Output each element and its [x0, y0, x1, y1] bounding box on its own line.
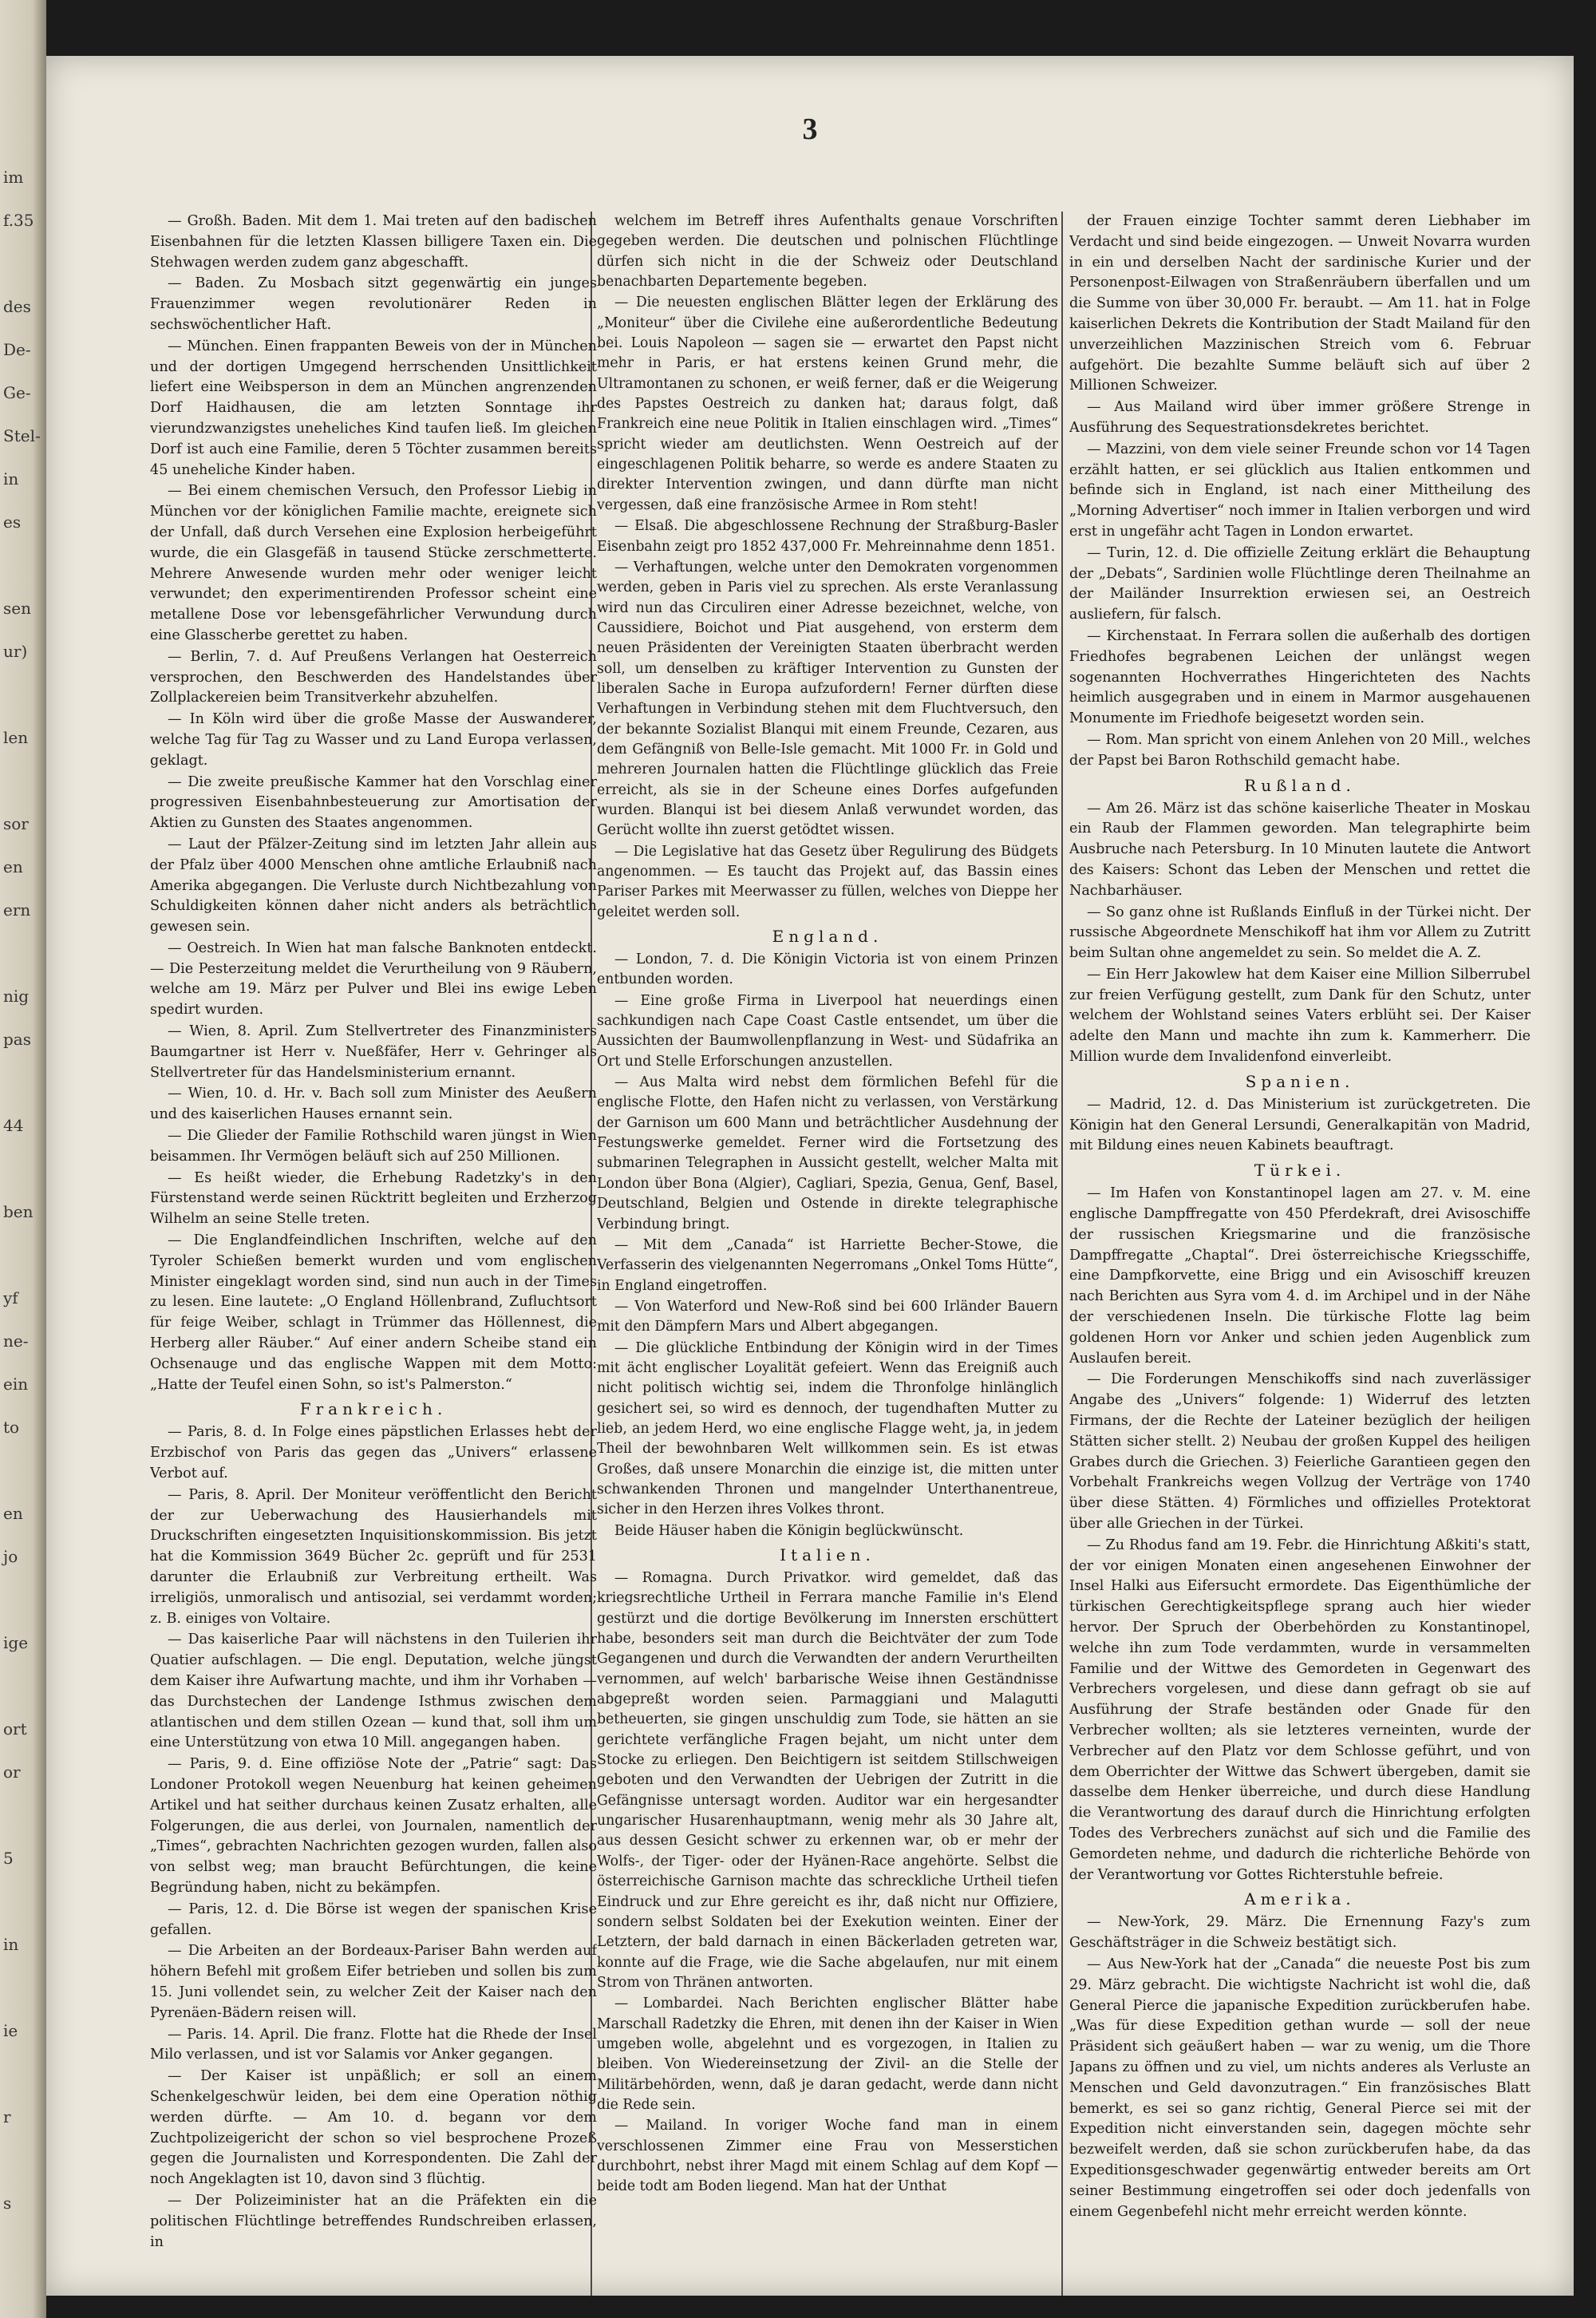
adjacent-page-edge — [0, 0, 46, 2318]
facing-page-fragment: ne- — [3, 1331, 29, 1351]
article-paragraph: — Die glückliche Entbindung der Königin wird in der Times mit ächt englischer Loyalität gefeiert. Wenn das Ereigniß auch nicht politisch wichtig sei, indem die Thronfolge hinlänglich gesichert sei, so wird es dennoch, der tugendhaften Mutter zu lieb, an jedem Herd, wo eine englische Flagge weht, ja, in jedem Theil der bewohnbaren Welt willkommen sein. Es ist etwas Großes, daß unsere Monarchin die einzige ist, die mitten unter schwankenden Thronen und mangelnder Unterthanentreue, sicher in den Herzen ihres Volkes thront. — [597, 1339, 1058, 1518]
article-paragraph: — Mailand. In voriger Woche fand man in einem verschlossenen Zimmer eine Frau von Messerstichen durchbohrt, nebst ihrer Magd mit einem Schlag auf dem Kopf — beide todt am Boden liegend. Man hat der Unthat — [597, 2118, 1058, 2195]
facing-page-fragment: ern — [3, 900, 31, 920]
article-paragraph: — Es heißt wieder, die Erhebung Radetzky's in den Fürstenstand werde seinen Rücktritt begleiten und Erzherzog Wilhelm an seine Stelle treten. — [150, 1169, 597, 1228]
facing-page-fragment: sen — [3, 599, 31, 618]
article-paragraph: — Laut der Pfälzer-Zeitung sind im letzten Jahr allein aus der Pfalz über 4000 Menschen ohne amtliche Erlaubniß nach Amerika abgegangen. Die Verluste durch Nichtbezahlung von Schuldigkeiten können daher nicht anders als beträchtlich gewesen sein. — [150, 836, 597, 936]
article-paragraph: — Das kaiserliche Paar will nächstens in den Tuilerien ihr Quatier aufschlagen. — Die engl. Deputation, welche jüngst dem Kaiser ihre Aufwartung machte, und ihm ihr Vorhaben — das Durchstechen der Landenge Isthmus zwischen dem atlantischen und dem stillen Ozean — kund that, soll ihm um eine Unterstützung von etwa 10 Mill. angegangen haben. — [150, 1632, 597, 1751]
section-heading: Italien. — [780, 1545, 875, 1564]
article-paragraph: — Romagna. Durch Privatkor. wird gemeldet, daß das kriegsrechtliche Urtheil in Ferrara manche Familie in's Elend gestürzt und die dortige Bevölkerung im Innersten erschüttert habe, besonders seit man durch die Beichtväter der zum Tode Gegangenen und durch die Verwandten der andern Verurtheilten vernommen, auf welch' barbarische Weise ihnen Geständnisse abgepreßt worden seien. Parmaggiani und Malagutti betheuerten, sie gingen unschuldig zum Tode, sie hätten an sie gerichtete verfängliche Fragen bejaht, um nicht unter dem Stocke zu erliegen. Den Beichtigern ist seitdem Stillschweigen geboten und den Verwandten der Uebrigen der Zutritt in die Gefängnisse untersagt worden. Auditor war ein hergesandter ungarischer Husarenhauptmann, wenig mehr als 30 Jahre alt, aus dessen Gesicht schwer zu erkennen war, ob er mehr der Wolfs-, der Tiger- oder der Hyänen-Race angehörte. Selbst die österreichische Garnison machte das schreckliche Urtheil tiefen Eindruck und zur Ehre gereicht es ihr, daß nicht nur Offiziere, sondern selbst Soldaten bei der Exekution weinten. Einer der Letztern, der bald darnach in einen Bäckerladen getreten war, konnte auf die Frage, wie die Sache abgelaufen, nur mit einem Strom von Thränen antworten. — [597, 1570, 1058, 1991]
facing-page-fragment: des — [3, 297, 31, 316]
column-1 — [150, 212, 597, 2260]
article-paragraph: — Madrid, 12. d. Das Ministerium ist zurückgetreten. Die Königin hat den General Lersundi, Generalkapitän von Madrid, mit Bildung eines neuen Kabinets beauftragt. — [1069, 1096, 1531, 1154]
section-heading: Amerika. — [1244, 1889, 1356, 1909]
facing-page-fragment: es — [3, 512, 22, 532]
article-paragraph: — So ganz ohne ist Rußlands Einfluß in der Türkei nicht. Der russische Abgeordnete Menschikoff hat ihm vor Allem zu Zutritt beim Sultan ohne angemeldet zu sein. So meldet die A. Z. — [1069, 904, 1531, 962]
article-paragraph: — Großh. Baden. Mit dem 1. Mai treten auf den badischen Eisenbahnen für die letzten Klassen billigere Taxen ein. Die Stehwagen werden zudem ganz abgeschafft. — [150, 213, 597, 271]
page-number: 3 — [802, 113, 818, 146]
article-paragraph: — Elsaß. Die abgeschlossene Rechnung der Straßburg-Basler Eisenbahn zeigt pro 1852 437,000 Fr. Mehreinnahme denn 1851. — [597, 518, 1058, 555]
article-paragraph: — Kirchenstaat. In Ferrara sollen die außerhalb des dortigen Friedhofes begrabenen Leichen der unlängst wegen sogenannten Hochverrathes Hingerichteten des Nachts heimlich ausgegraben und in einem in Marmor ausgehauenen Monumente im Friedhofe beigesetzt worden sein. — [1069, 627, 1531, 727]
article-paragraph: — Wien, 8. April. Zum Stellvertreter des Finanzministers Baumgartner ist Herr v. Nueßfäfer, Herr v. Gehringer als Stellvertreter für das Handelsministerium ernannt. — [150, 1023, 597, 1081]
article-paragraph: — Der Kaiser ist unpäßlich; er soll an einem Schenkelgeschwür leiden, bei dem eine Operation nöthig werden dürfte. — Am 10. d. begann vor dem Zuchtpolizeigericht der schon so viel besprochene Prozeß gegen die Journalisten und Korrespondenten. Die Zahl der noch Angeklagten ist 10, davon sind 3 flüchtig. — [150, 2068, 597, 2188]
article-paragraph: — Die Forderungen Menschikoffs sind nach zuverlässiger Angabe des „Univers“ folgende: 1) Widerruf des letzten Firmans, der die Rechte der Lateiner bezüglich der heiligen Stätten sicher stellt. 2) Neubau der großen Kuppel des heiligen Grabes durch die Griechen. 3) Feierliche Garantieen gegen den Vorbehalt Frankreichs wegen Vollzug der Verträge von 1740 über diese Stätten. 4) Förmliches und offizielles Protektorat über alle Griechen in der Türkei. — [1069, 1371, 1531, 1533]
section-heading: England. — [772, 927, 883, 947]
facing-page-fragment: Ge- — [3, 383, 31, 402]
article-paragraph: — Verhaftungen, welche unter den Demokraten vorgenommen werden, geben in Paris viel zu sprechen. Als erste Veranlassung wird nun das Circuliren einer Adresse bezeichnet, welche, von Caussidiere, Boichot und Piat ausgehend, von ersterm dem neuen Präsidenten der Vereinigten Staaten überbracht werden soll, um denselben zu kräftiger Intervention zu Gunsten der liberalen Sache in Europa aufzufordern! Ferner dürften diese Verhaftungen in Verbindung stehen mit dem Fluchtversuch, den der bekannte Sozialist Blanqui mit einem Freunde, Cezaren, aus dem Gefängniß von Belle-Isle gemacht. Mit 1000 Fr. in Gold und mehreren Journalen hatten die Flüchtlinge glücklich das Freie erreicht, als sie in der Scheune eines Dorfes aufgefunden wurden. Blanqui ist bei diesem Anlaß verwundet worden, das Gerücht wollte ihn zuerst getödtet wissen. — [597, 559, 1058, 839]
article-paragraph: — Von Waterford und New-Roß sind bei 600 Irländer Bauern mit den Dämpfern Mars und Albert abgegangen. — [597, 1298, 1058, 1335]
facing-page-fragment: len — [3, 728, 29, 747]
facing-page-fragment: r — [3, 2107, 11, 2126]
article-paragraph: — Bei einem chemischen Versuch, den Professor Liebig in München vor der königlichen Familie machte, ereignete sich der Unfall, daß durch Versehen eine Explosion herbeigeführt wurde, die ein Glasgefäß in tausend Stücke zerschmetterte. Mehrere Anwesende wurden mehr oder weniger leicht verwundet; den experimentirenden Professor scheint eine metallene Dose vor lebensgefährlicher Verwundung durch eine Glasscherbe gerettet zu haben. — [150, 483, 597, 643]
section-heading: Rußland. — [1244, 775, 1356, 795]
article-paragraph: — Turin, 12. d. Die offizielle Zeitung erklärt die Behauptung der „Debats“, Sardinien wolle Flüchtlinge deren Theilnahme an der Mailänder Insurrektion erwiesen sei, an Oestreich ausliefern, für falsch. — [1069, 544, 1531, 623]
article-paragraph: welchem im Betreff ihres Aufenthalts genaue Vorschriften gegeben werden. Die deutschen und polnischen Flüchtlinge dürfen sich nicht in die der Schweiz oder Deutschland benachbarten Departemente begeben. — [597, 213, 1058, 291]
article-paragraph: — Paris. 14. April. Die franz. Flotte hat die Rhede der Insel Milo verlassen, und ist vor Salamis vor Anker gegangen. — [150, 2026, 597, 2063]
article-paragraph: — Lombardei. Nach Berichten englischer Blätter habe Marschall Radetzky die Ehren, mit denen ihn der Kaiser in Wien umgeben wolle, abgelehnt und es vorgezogen, in Italien zu bleiben. Von Wiedereinsetzung der Zivil- an die Stelle der Militärbehörden, wenn, daß je daran gedacht, werde dann nicht die Rede sein. — [597, 1996, 1058, 2113]
article-paragraph: — Paris, 8. d. In Folge eines päpstlichen Erlasses hebt der Erzbischof von Paris das gegen das „Univers“ erlassene Verbot auf. — [150, 1424, 597, 1482]
article-paragraph: — Am 26. März ist das schöne kaiserliche Theater in Moskau ein Raub der Flammen geworden. Man telegraphirte beim Ausbruche nach Petersburg. In 10 Minuten lautete die Antwort des Kaisers: Schont das Leben der Menschen und rettet die Nachbarhäuser. — [1069, 800, 1531, 899]
section-heading: Spanien. — [1245, 1071, 1355, 1091]
article-paragraph: der Frauen einzige Tochter sammt deren Liebhaber im Verdacht und sind beide eingezogen. — Unweit Novarra wurden in ein und derselben Nacht der sardinische Kurier und der Personenpost-Eilwagen von Straßenräubern überfallen und um die Summe von über 30,000 Fr. beraubt. — Am 11. hat in Folge kaiserlichen Dekrets die Kontribution der Stadt Mailand für den unverzeihlichen Mazzinischen Streich vom 6. Februar aufgehört. Die bezahlte Summe beläuft sich auf über 2 Millionen Schweizer. — [1069, 213, 1531, 394]
article-paragraph: — Die Legislative hat das Gesetz über Regulirung des Büdgets angenommen. — Es taucht das Projekt auf, das Bassin eines Pariser Parkes mit Meerwasser zu füllen, welches von Dieppe her geleitet werden soll. — [597, 843, 1058, 920]
column-2 — [597, 212, 1058, 2260]
facing-page-fragment: ie — [3, 2021, 18, 2040]
article-paragraph: — Paris, 8. April. Der Moniteur veröffentlicht den Bericht der zur Ueberwachung des Hausierhandels mit Druckschriften eingesetzten Inquisitionskommission. Bis jetzt hat die Kommission 3649 Bücher 2c. geprüft und für 2531 darunter die Erlaubniß zur Verbreitung ertheilt. Was irreligiös, unmoralisch und antisozial, sei verdammt worden; z. B. einiges von Voltaire. — [150, 1486, 597, 1627]
article-paragraph: — Mazzini, von dem viele seiner Freunde schon vor 14 Tagen erzählt hatten, er sei glücklich aus Italien entkommen und befinde sich in England, ist nach einer Mittheilung des „Morning Advertiser“ noch immer in Italien verborgen und wird erst in ungefähr acht Tagen in London erwartet. — [1069, 441, 1531, 540]
section-heading: Türkei. — [1254, 1161, 1346, 1181]
article-paragraph: — Baden. Zu Mosbach sitzt gegenwärtig ein junges Frauenzimmer wegen revolutionärer Reden in sechswöchentlicher Haft. — [150, 275, 597, 333]
facing-page-fragment: f.35 — [3, 211, 34, 230]
newspaper-page — [46, 56, 1574, 2296]
article-paragraph: — Die Glieder der Familie Rothschild waren jüngst in Wien beisammen. Ihr Vermögen beläuft sich auf 250 Millionen. — [150, 1128, 597, 1165]
article-paragraph: — Berlin, 7. d. Auf Preußens Verlangen hat Oesterreich versprochen, den Beschwerden des Handelstandes über Zollplackereien beim Transitverkehr abzuhelfen. — [150, 648, 597, 706]
facing-page-fragment: in — [3, 1935, 19, 1954]
article-paragraph: — London, 7. d. Die Königin Victoria ist von einem Prinzen entbunden worden. — [597, 951, 1058, 988]
article-paragraph: — Mit dem „Canada“ ist Harriette Becher-Stowe, die Verfasserin des vielgenannten Negerromans „Onkel Toms Hütte“, in England eingetroffen. — [597, 1236, 1058, 1294]
article-paragraph: — Zu Rhodus fand am 19. Febr. die Hinrichtung Aßkiti's statt, der vor einigen Monaten einen angesehenen Einwohner der Insel Halki aus Eifersucht ermordete. Das Eigenthümliche der türkischen Gerechtigkeitspflege sprang auch hier wieder hervor. Der Spruch der Oberbehörden zu Konstantinopel, welche ihn zum Tode verdammten, wurde in versammelten Familie und der Wittwe des Gemordeten in Gegenwart des Verbrechers vorgelesen, und diese dann gefragt ob sie auf Ausführung der Strafe beständen oder Gnade für den Verbrecher wollten; als sie letzteres verneinten, wurde der Verbrecher auf den Platz vor dem Schlosse geführt, und von dem Oberrichter der Wittwe das Schwert übergeben, damit sie dasselbe dem Henker überreiche, und durch diese Handlung die Verantwortung des darauf durch die Hinrichtung erfolgten Todes des Verbrechers zunächst auf sich und die Familie des Gemordeten nehme, und dadurch die richterliche Behörde von der Verantwortung vor Gottes Richterstuhle befreie. — [1069, 1537, 1531, 1883]
article-paragraph: — Wien, 10. d. Hr. v. Bach soll zum Minister des Aeußern und des kaiserlichen Hauses ernannt sein. — [150, 1086, 597, 1123]
article-paragraph: — Ein Herr Jakowlew hat dem Kaiser eine Million Silberrubel zur freien Verfügung gestellt, zum Dank für den Schutz, unter welchem der Wohlstand seines Vaters erblüht sei. Der Kaiser adelte den Mann und machte ihn zum k. Kammerherr. Die Million wurde dem Invalidenfond einverleibt. — [1069, 966, 1531, 1066]
article-paragraph: — Paris, 12. d. Die Börse ist wegen der spanischen Krise gefallen. — [150, 1901, 597, 1938]
facing-page-fragment: De- — [3, 340, 31, 359]
article-paragraph: — In Köln wird über die große Masse der Auswanderer, welche Tag für Tag zu Wasser und zu Land Europa verlassen, geklagt. — [150, 711, 597, 769]
facing-page-fragment: ur) — [3, 642, 28, 661]
facing-page-fragment: sor — [3, 814, 29, 833]
facing-page-fragment: 5 — [3, 1849, 14, 1868]
facing-page-fragment: ben — [3, 1202, 34, 1221]
article-paragraph: — Aus Mailand wird über immer größere Strenge in Ausführung des Sequestrationsdekretes berichtet. — [1069, 399, 1531, 436]
facing-page-fragment: jo — [3, 1547, 18, 1566]
facing-page-fragment: in — [3, 469, 19, 489]
facing-page-fragment: ein — [3, 1375, 29, 1394]
column-3 — [1069, 212, 1531, 2260]
article-paragraph: — Aus Malta wird nebst dem förmlichen Befehl für die englische Flotte, den Hafen nicht zu verlassen, von Verstärkung der Garnison um 600 Mann und beträchtlicher Ausdehnung der Festungswerke gemeldet. Ferner wird die Fortsetzung des submarinen Telegraphen in Aussicht gestellt, welcher Malta mit London über Bona (Algier), Cagliari, Spezia, Genua, Genf, Basel, Deutschland, Belgien und Ostende in direkte telegraphische Verbindung bringt. — [597, 1074, 1058, 1232]
facing-page-fragment: or — [3, 1762, 21, 1782]
article-paragraph: — Die neuesten englischen Blätter legen der Erklärung des „Moniteur“ über die Civilehe eine außerordentliche Bedeutung bei. Louis Napoleon — sagen sie — erwartet den Papst nicht mehr in Paris, er hat erstens keinen Grund mehr, die Ultramontanen zu schonen, er weiß ferner, daß er die Weigerung des Papstes Oestreich zu danken hat; daraus folgt, daß Frankreich eine neue Politik in Italien einschlagen wird. „Times“ spricht wieder am deutlichsten. Wenn Oestreich auf der eingeschlagenen Politik beharre, so werde es andere Staaten zu direkter Intervention zwingen, und dann dürfte man nicht vergessen, daß eine französische Armee in Rom steht! — [597, 295, 1058, 513]
article-paragraph: — Die Arbeiten an der Bordeaux-Pariser Bahn werden auf höhern Befehl mit großem Eifer betrieben und sollen bis zum 15. Juni vollendet sein, zu welcher Zeit der Kaiser nach den Pyrenäen-Bädern reisen will. — [150, 1943, 597, 2021]
facing-page-fragment: pas — [3, 1030, 31, 1049]
column-rule — [1061, 212, 1063, 2296]
article-paragraph: — Eine große Firma in Liverpool hat neuerdings einen sachkundigen nach Cape Coast Castle entsendet, um über die Aussichten der Baumwollenpflanzung in West- und Südafrika an Ort und Stelle Erforschungen anzustellen. — [597, 992, 1058, 1070]
facing-page-fragment: ort — [3, 1719, 27, 1738]
article-paragraph: — Aus New-York hat der „Canada“ die neueste Post bis zum 29. März gebracht. Die wichtigste Nachricht ist wohl die, daß General Pierce die japanische Expedition zurückberufen habe. „Was für diese Expedition gethan wurde — soll der neue Präsident sich geäußert haben — war zu wenig, um die Thore Japans zu öffnen und zu viel, um nichts anderes als Verluste an Menschen und Geld davonzutragen.“ Ein französisches Blatt bemerkt, es sei so ganz richtig, General Pierce sei mit der Expedition nicht einverstanden sein, dagegen möchte sehr bezweifelt werden, daß sie schon zurückberufen habe, da das Expeditionsgeschwader gegenwärtig entweder bereits am Ort seiner Bestimmung eingetroffen sei oder doch jedenfalls von einem Gegenbefehl nicht mehr erreicht werden könnte. — [1069, 1956, 1531, 2220]
article-paragraph: — Rom. Man spricht von einem Anlehen von 20 Mill., welches der Papst bei Baron Rothschild gemacht habe. — [1069, 731, 1531, 769]
facing-page-fragment: im — [3, 168, 24, 187]
section-heading: Frankreich. — [299, 1399, 448, 1419]
facing-page-fragment: Stel- — [3, 426, 41, 445]
facing-page-fragment: s — [3, 2193, 12, 2213]
article-paragraph: — Oestreich. In Wien hat man falsche Banknoten entdeckt. — Die Pesterzeitung meldet die Verurtheilung von 9 Räubern, welche am 19. März per Pulver und Blei ins ewige Leben spedirt wurden. — [150, 939, 597, 1019]
article-paragraph: — Die zweite preußische Kammer hat den Vorschlag einer progressiven Eisenbahnbesteuerung zur Amortisation der Aktien zu Gunsten des Staates angenommen. — [150, 773, 597, 832]
facing-page-fragment: en — [3, 1504, 23, 1523]
facing-page-fragment: 44 — [3, 1116, 24, 1135]
article-paragraph: — Die Englandfeindlichen Inschriften, welche auf den Tyroler Schießen bemerkt wurden und vom englischen Minister eingeklagt worden sind, sind nun auch in der Times zu lesen. Eine lautete: „O England Höllenbrand, Zufluchtsort für feige Weiber, schlagt in Trümmer das Höllennest, die Herberg aller Räuber.“ Auf einer andern Scheibe stand ein Ochsenauge und das englische Wappen mit dem Motto: „Hatte der Teufel einen Sohn, so ist's Palmerston.“ — [150, 1232, 597, 1393]
article-paragraph: — New-York, 29. März. Die Ernennung Fazy's zum Geschäftsträger in die Schweiz bestätigt sich. — [1069, 1914, 1531, 1952]
facing-page-fragment: ige — [3, 1633, 29, 1652]
article-paragraph: — Der Polizeiminister hat an die Präfekten ein die politischen Flüchtlinge betreffendes Rundschreiben erlassen, in — [150, 2192, 597, 2250]
facing-page-fragment: nig — [3, 987, 30, 1006]
article-paragraph: — Paris, 9. d. Eine offiziöse Note der „Patrie“ sagt: Das Londoner Protokoll wegen Neuenburg hat keinen geheimen Artikel und hat seither durchaus keinen Zusatz erhalten, alle Folgerungen, die aus derlei, von Journalen, namentlich der „Times“, gebrachten Nachrichten gezogen wurden, fallen also von selbst weg; man braucht Befürchtungen, die keine Begründung haben, nicht zu bekämpfen. — [150, 1756, 597, 1896]
article-paragraph: — München. Einen frappanten Beweis von der in München und der dortigen Umgegend herrschenden Unsittlichkeit liefert eine Weibsperson in dem an München angrenzenden Dorf Haidhausen, die am letzten Sonntage ihr vierundzwanzigstes uneheliches Kind taufen ließ. Im gleichen Dorf ist auch eine Familie, deren 5 Töchter zusammen bereits 45 uneheliche Kinder haben. — [150, 338, 597, 478]
facing-page-fragment: yf — [3, 1288, 18, 1307]
facing-page-fragment: to — [3, 1418, 20, 1437]
article-paragraph: Beide Häuser haben die Königin beglückwünscht. — [614, 1522, 964, 1539]
article-paragraph: — Im Hafen von Konstantinopel lagen am 27. v. M. eine englische Dampffregatte von 450 Pferdekraft, drei Avisoschiffe der russischen Kriegsmarine und die französische Dampffregatte „Chaptal“. Drei österreichische Kriegsschiffe, eine Dampfkorvette, eine Brigg und ein Avisoschiff kreuzen nach Berichten aus Syra vom 4. d. im Archipel und in der Nähe der verschiedenen Inseln. Die türkische Flotte lag beim goldenen Horn vor Anker und schien jeden Augenblick zum Auslaufen bereit. — [1069, 1185, 1531, 1367]
facing-page-fragment: en — [3, 857, 23, 876]
